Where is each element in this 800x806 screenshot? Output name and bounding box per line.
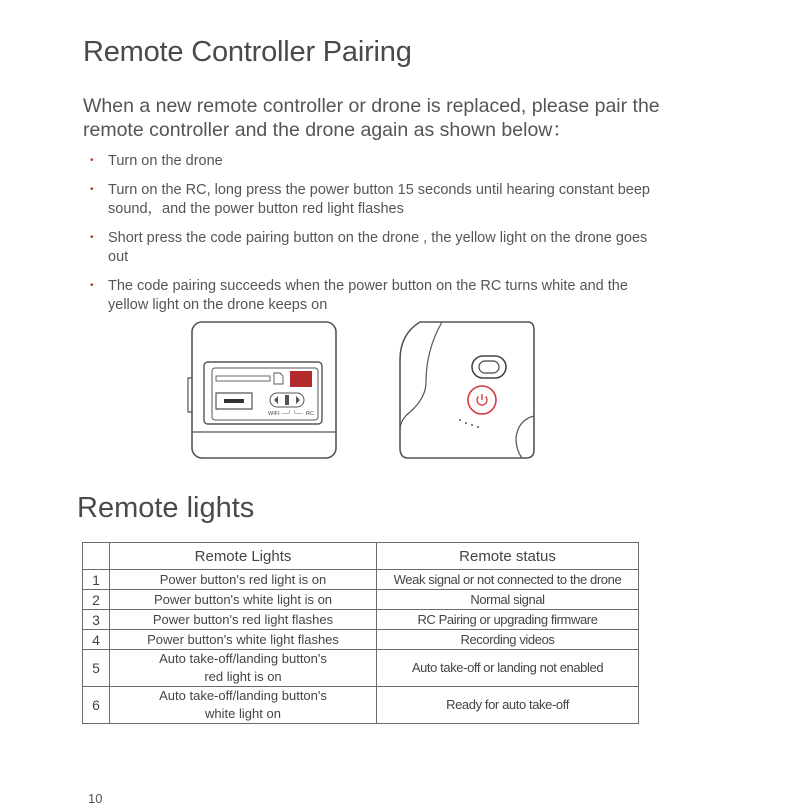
row-status: RC Pairing or upgrading firmware (377, 610, 639, 630)
row-num: 3 (83, 610, 110, 630)
table-row (83, 590, 639, 610)
page-title: Remote Controller Pairing (83, 36, 412, 68)
row-light-line: white light on (205, 706, 281, 721)
header-num (83, 543, 110, 570)
step-item: • Turn on the drone (108, 152, 668, 171)
row-num: 1 (83, 570, 110, 590)
table-row (83, 610, 639, 630)
step-item: • The code pairing succeeds when the power button on the RC turns white and the yellow light on the drone keeps on (108, 277, 668, 315)
row-light: Power button's white light flashes (110, 630, 377, 650)
step-item: • Turn on the RC, long press the power button 15 seconds until hearing constant beep sound，and the power button red light flashes (108, 181, 668, 219)
table-row (83, 650, 639, 687)
table-row (83, 687, 639, 724)
intro-text: When a new remote controller or drone is replaced, please pair the remote controller and the drone again as shown below： (83, 95, 660, 141)
step-item: • Short press the code pairing button on the drone , the yellow light on the drone goes out (108, 229, 668, 267)
switch-label-wifi: WIFI (268, 411, 280, 417)
row-status: Normal signal (377, 590, 639, 610)
row-light-line: red light is on (204, 669, 282, 684)
row-light (110, 650, 377, 687)
header-remote-lights: Remote Lights (110, 543, 377, 570)
row-num: 5 (83, 650, 110, 687)
svg-text:└—: └— (293, 411, 303, 417)
remote-lights-table (82, 542, 639, 724)
drone-port-illustration (186, 320, 340, 462)
rc-power-illustration (396, 320, 538, 462)
svg-text:—┘: —┘ (282, 411, 292, 417)
row-num: 2 (83, 590, 110, 610)
header-remote-status: Remote status (377, 543, 639, 570)
switch-label-rc: RC (306, 411, 314, 417)
table-row (83, 630, 639, 650)
row-num: 4 (83, 630, 110, 650)
row-light: Power button's red light is on (110, 570, 377, 590)
row-light: Power button's red light flashes (110, 610, 377, 630)
row-status: Ready for auto take-off (377, 687, 639, 724)
section-title-remote-lights: Remote lights (77, 492, 255, 524)
row-status: Auto take-off or landing not enabled (377, 650, 639, 687)
row-light-line: Auto take-off/landing button's (159, 688, 327, 703)
row-light (110, 687, 377, 724)
row-status: Recording videos (377, 630, 639, 650)
pairing-steps (108, 152, 668, 325)
pairing-button (290, 371, 312, 387)
page-number: 10 (88, 791, 103, 806)
table-header-row (83, 543, 639, 570)
row-light-line: Auto take-off/landing button's (159, 651, 327, 666)
row-status: Weak signal or not connected to the drone (377, 570, 639, 590)
row-light: Power button's white light is on (110, 590, 377, 610)
row-num: 6 (83, 687, 110, 724)
table-row (83, 570, 639, 590)
